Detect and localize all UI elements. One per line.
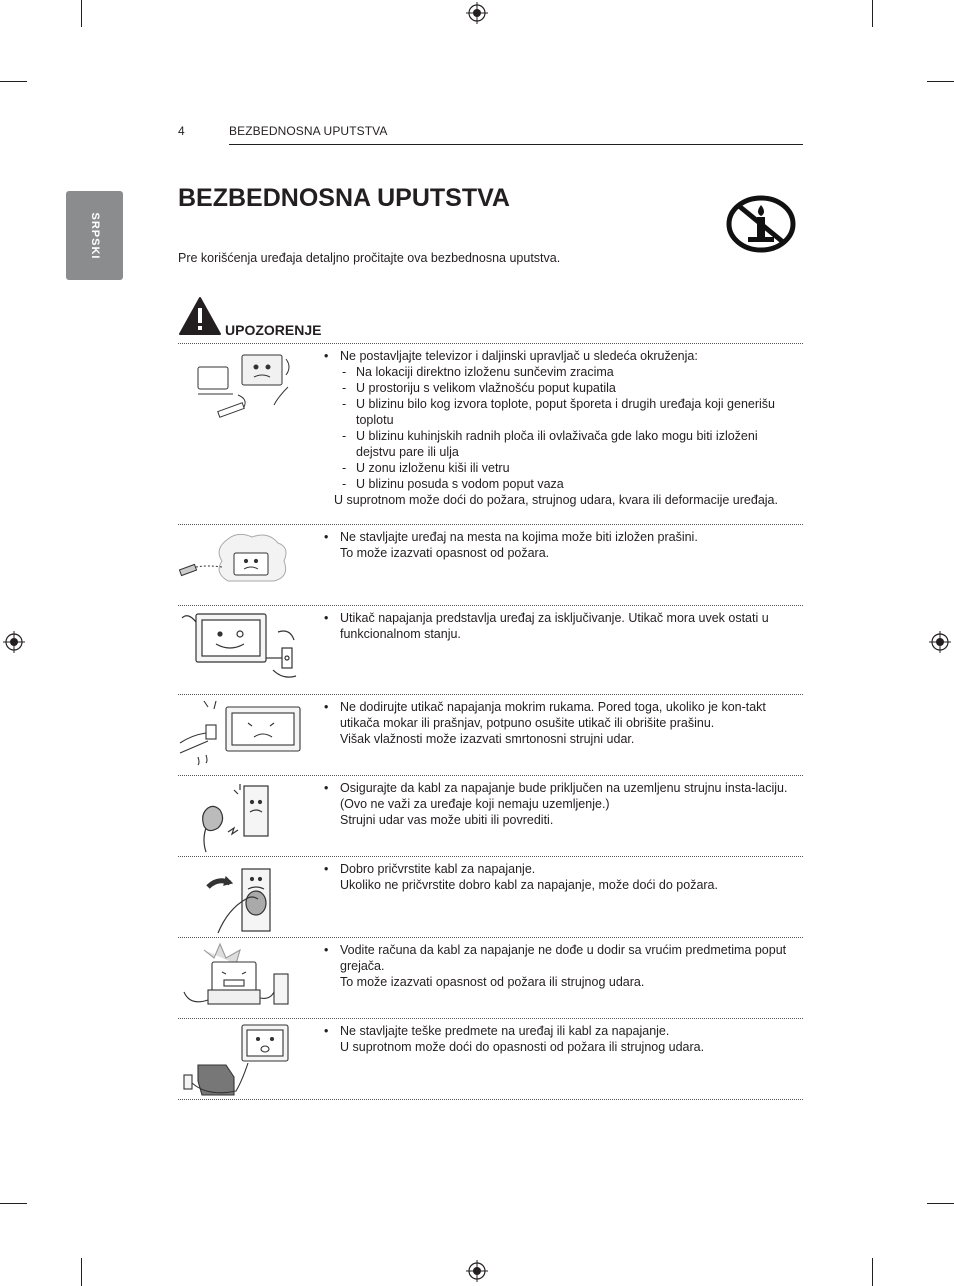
grounded-plug-illustration-icon <box>178 778 308 854</box>
table-row <box>178 1019 803 1100</box>
secure-power-cable-illustration-icon <box>178 859 308 935</box>
registration-mark-icon <box>466 1260 488 1282</box>
tv-power-plug-illustration-icon <box>178 608 308 688</box>
language-tab <box>66 191 123 280</box>
warning-consequence: Ukoliko ne pričvrstite dobro kabl za napajanje, može doći do požara. <box>340 878 718 892</box>
warning-text <box>324 610 794 642</box>
crop-mark <box>0 1203 27 1204</box>
warning-bullet: • Dobro pričvrstite kabl za napajanje. <box>324 861 794 877</box>
intro-text: Pre korišćenja uređaja detaljno pročitajte ova bezbednosna uputstva. <box>178 251 561 265</box>
warning-bullet: • Ne postavljajte televizor i daljinski upravljač u sledeća okruženja: <box>324 348 794 364</box>
registration-mark-icon <box>466 2 488 24</box>
page-number: 4 <box>178 124 185 138</box>
crop-mark <box>927 1203 954 1204</box>
warning-subitem: - U blizinu bilo kog izvora toplote, poput šporeta i drugih uređaja koji generišu toplotu <box>324 396 794 428</box>
warning-consequence: Strujni udar vas može ubiti ili povrediti. <box>340 813 554 827</box>
warning-consequence: To može izazvati opasnost od požara ili strujnog udara. <box>340 975 645 989</box>
table-row <box>178 606 803 695</box>
warning-bullet: • Utikač napajanja predstavlja uređaj za isključivanje. Utikač mora uvek ostati u funkcionalnom stanju. <box>324 610 794 642</box>
warning-bullet: • Ne stavljajte uređaj na mesta na kojima može biti izložen prašini. <box>324 529 794 545</box>
warning-note: U suprotnom može doći do požara, strujnog udara, kvara ili deformacije uređaja. <box>334 493 778 507</box>
warning-label: UPOZORENJE <box>225 322 322 338</box>
cable-heater-illustration-icon <box>178 940 308 1016</box>
table-row <box>178 344 803 525</box>
warning-text <box>324 780 794 828</box>
registration-mark-icon <box>929 631 951 653</box>
crop-mark <box>81 0 82 27</box>
heavy-object-on-cable-illustration-icon <box>178 1021 308 1099</box>
language-tab-label: SRPSKI <box>88 212 101 259</box>
table-row <box>178 525 803 606</box>
tv-wet-hands-illustration-icon <box>178 697 308 773</box>
warning-table <box>178 343 803 1100</box>
table-row <box>178 857 803 938</box>
crop-mark <box>0 81 27 82</box>
table-row <box>178 938 803 1019</box>
warning-triangle-icon <box>178 296 222 336</box>
warning-bullet: • Osigurajte da kabl za napajanje bude priključen na uzemljenu strujnu insta-laciju. (Ovo ne važi za uređaje koji nemaju uzemljenje.) <box>324 780 794 812</box>
crop-mark <box>927 81 954 82</box>
crop-mark <box>872 0 873 27</box>
warning-text <box>324 348 794 508</box>
warning-text <box>324 529 794 561</box>
warning-consequence: U suprotnom može doći do opasnosti od požara ili strujnog udara. <box>340 1040 705 1054</box>
page-title: BEZBEDNOSNA UPUTSTVA <box>178 184 510 212</box>
registration-mark-icon <box>3 631 25 653</box>
tv-dust-illustration-icon <box>178 527 308 603</box>
warning-text <box>324 1023 794 1055</box>
warning-subitem: - U zonu izloženu kiši ili vetru <box>324 460 794 476</box>
crop-mark <box>872 1258 873 1286</box>
crop-mark <box>81 1258 82 1286</box>
warning-bullet: • Ne dodirujte utikač napajanja mokrim rukama. Pored toga, ukoliko je kon-takt utikača mokar ili prašnjav, potpuno osušite utikač ili obrišite prašinu. <box>324 699 794 731</box>
warning-subitem: - U prostoriju s velikom vlažnošću poput kupatila <box>324 380 794 396</box>
warning-bullet: • Ne stavljajte teške predmete na uređaj ili kabl za napajanje. <box>324 1023 794 1039</box>
warning-subitem: - Na lokaciji direktno izloženu sunčevim zracima <box>324 364 794 380</box>
warning-subitem: - U blizinu posuda s vodom poput vaza <box>324 476 794 492</box>
header-divider <box>229 144 803 145</box>
warning-text <box>324 861 794 893</box>
warning-consequence: Višak vlažnosti može izazvati smrtonosni strujni udar. <box>340 732 635 746</box>
warning-bullet: • Vodite računa da kabl za napajanje ne dođe u dodir sa vrućim predmetima poput grejača. <box>324 942 794 974</box>
warning-subitem: - U blizinu kuhinjskih radnih ploča ili ovlaživača gde lako mogu biti izloženi dejstvu pare ili ulja <box>324 428 794 460</box>
warning-text <box>324 699 794 747</box>
tv-sunlight-humidity-illustration-icon <box>178 347 308 427</box>
table-row <box>178 695 803 776</box>
warning-text <box>324 942 794 990</box>
no-candle-icon <box>726 195 796 253</box>
warning-consequence: To može izazvati opasnost od požara. <box>340 546 550 560</box>
running-header: BEZBEDNOSNA UPUTSTVA <box>229 124 388 138</box>
table-row <box>178 776 803 857</box>
